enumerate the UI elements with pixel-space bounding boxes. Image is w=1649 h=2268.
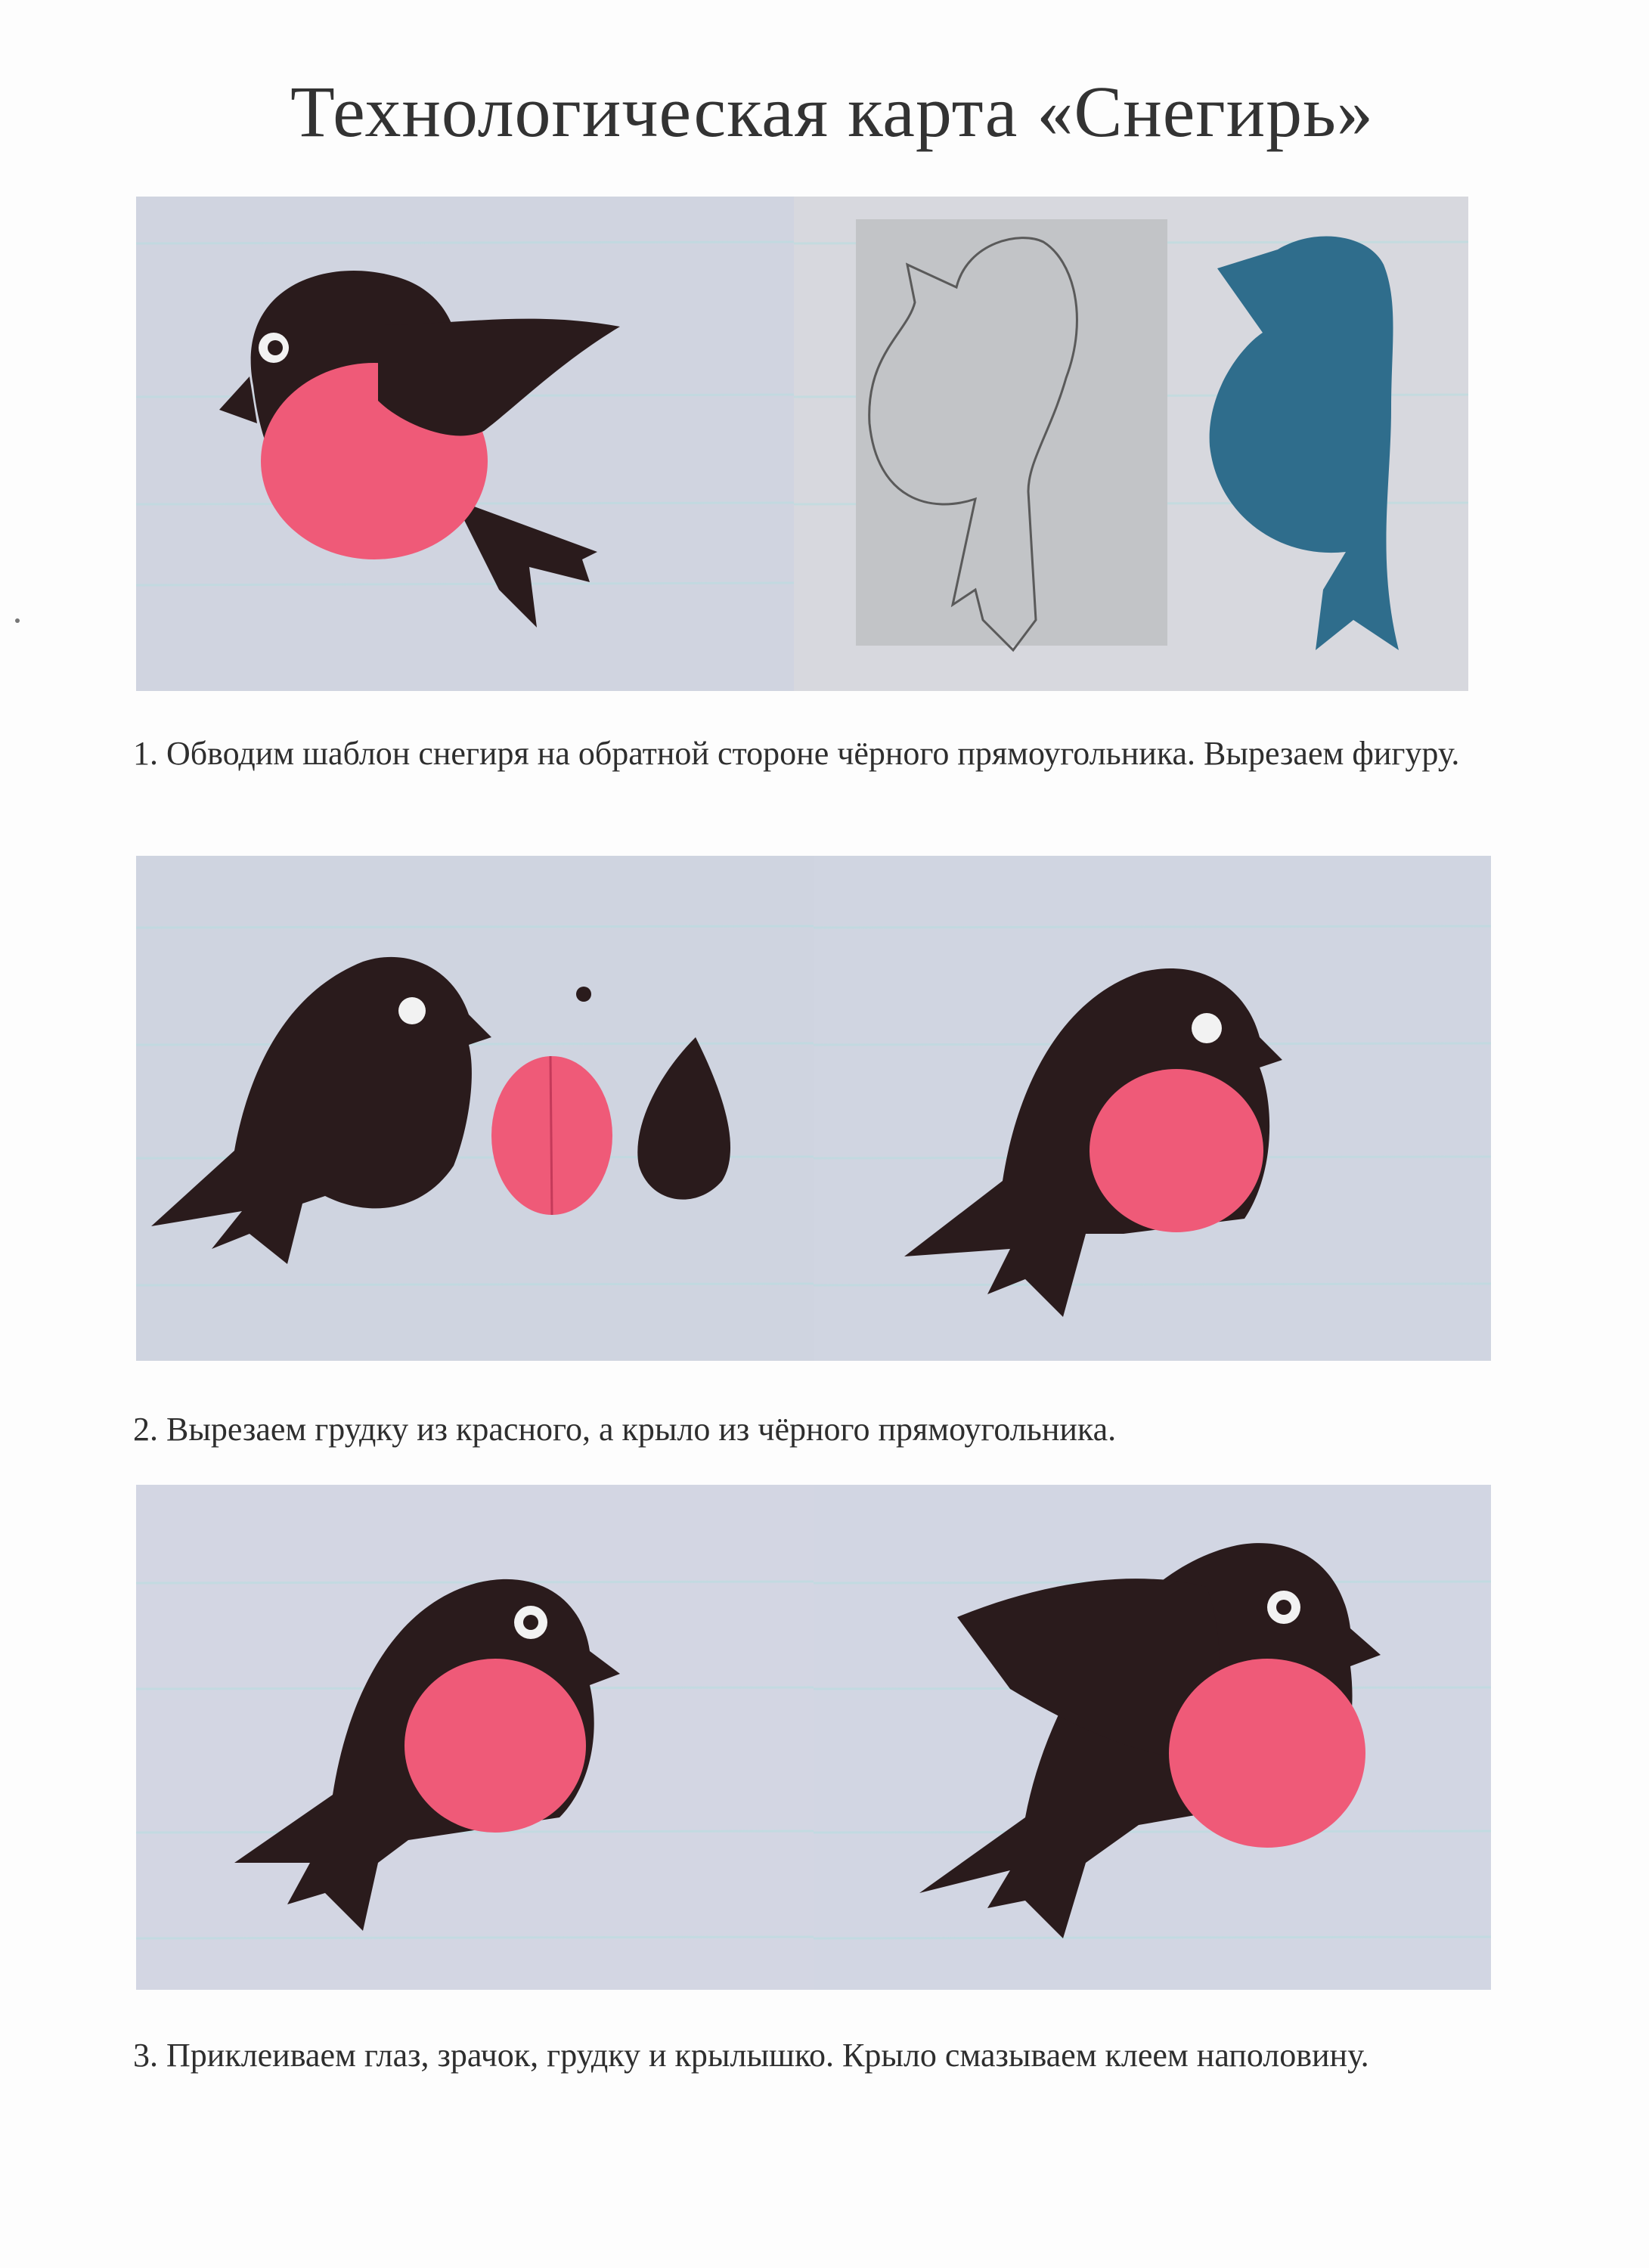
pupil <box>523 1615 538 1630</box>
pupil <box>1276 1600 1291 1615</box>
red-breast <box>1090 1069 1263 1232</box>
bullfinch-illustration <box>136 197 794 691</box>
step-1-caption: 1. Обводим шаблон снегиря на обратной стороне чёрного прямоугольника. Вырезаем фигуру. <box>133 735 1460 772</box>
step3-right-illustration <box>814 1485 1491 1990</box>
assembled-illustration <box>814 856 1491 1361</box>
red-breast <box>405 1659 586 1833</box>
step-3-photo-eye-and-breast <box>136 1485 814 1990</box>
step3-left-illustration <box>136 1485 814 1990</box>
page-title: Технологическая карта «Снегирь» <box>290 71 1374 152</box>
template-illustration <box>794 197 1468 691</box>
blue-bird-cutout <box>1210 237 1399 650</box>
eye <box>1192 1013 1222 1043</box>
black-bird-silhouette <box>151 957 491 1264</box>
black-wing-drop <box>637 1037 730 1200</box>
pupil-dot <box>576 987 591 1002</box>
pupil <box>268 340 283 355</box>
wing <box>378 319 620 436</box>
red-breast <box>1169 1659 1365 1848</box>
tail <box>454 499 597 627</box>
step-1-photo-template-and-cutout <box>794 197 1468 691</box>
step-2-photo-assembled <box>814 856 1491 1361</box>
step-3-photo-with-wing <box>814 1485 1491 1990</box>
step-1-photo-finished-bird <box>136 197 794 691</box>
beak <box>219 376 257 423</box>
eye <box>398 997 426 1024</box>
scan-speck <box>15 618 20 623</box>
parts-illustration <box>136 856 814 1361</box>
step-2-caption: 2. Вырезаем грудку из красного, а крыло из чёрного прямоугольника. <box>133 1411 1117 1448</box>
step-3-caption: 3. Приклеиваем глаз, зрачок, грудку и крылышко. Крыло смазываем клеем наполовину. <box>133 2037 1369 2074</box>
step-2-photo-parts <box>136 856 814 1361</box>
gray-template-sheet <box>856 219 1167 646</box>
